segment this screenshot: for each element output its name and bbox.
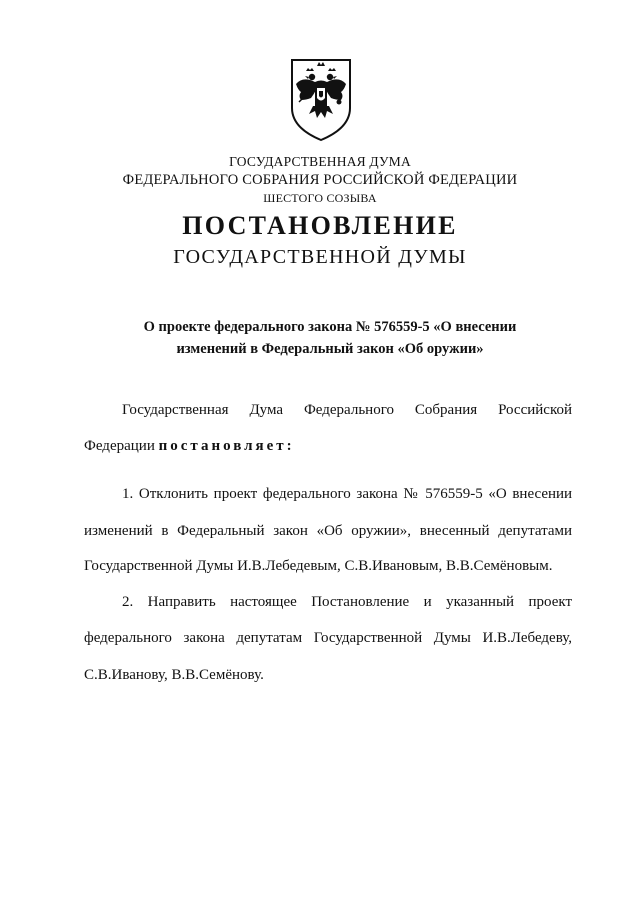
preamble-line-2: Федерации постановляет:	[84, 438, 295, 454]
resolves-keyword: постановляет:	[158, 438, 295, 454]
document-type-heading: ПОСТАНОВЛЕНИЕ	[182, 211, 458, 240]
coat-of-arms-icon	[289, 58, 353, 142]
document-author-heading: ГОСУДАРСТВЕННОЙ ДУМЫ	[173, 246, 467, 268]
item-1-line-2: изменений в Федеральный закон «Об оружии», внесенный депутатами	[84, 523, 573, 539]
convocation-line: ШЕСТОГО СОЗЫВА	[263, 191, 377, 205]
document-subject	[100, 316, 560, 360]
preamble-line-1: Государственная Дума Федерального Собрания Российской	[122, 402, 573, 418]
item-2-line-1: 2. Направить настоящее Постановление и указанный проект	[122, 594, 572, 610]
org-title-line-2: ФЕДЕРАЛЬНОГО СОБРАНИЯ РОССИЙСКОЙ ФЕДЕРАЦИИ	[122, 172, 518, 188]
item-1-line-1: 1. Отклонить проект федерального закона № 576559-5 «О внесении	[122, 486, 573, 502]
org-title-line-1: ГОСУДАРСТВЕННАЯ ДУМА	[229, 154, 411, 169]
item-1-line-3: Государственной Думы И.В.Лебедевым, С.В.Ивановым, В.В.Семёновым.	[84, 558, 553, 574]
item-2-line-2: федерального закона депутатам Государственной Думы И.В.Лебедеву,	[84, 630, 573, 646]
subject-line-1: О проекте федерального закона № 576559-5 «О внесении	[143, 319, 517, 335]
subject-line-2: изменений в Федеральный закон «Об оружии»	[176, 341, 484, 357]
item-2-line-3: С.В.Иванову, В.В.Семёнову.	[84, 667, 264, 683]
